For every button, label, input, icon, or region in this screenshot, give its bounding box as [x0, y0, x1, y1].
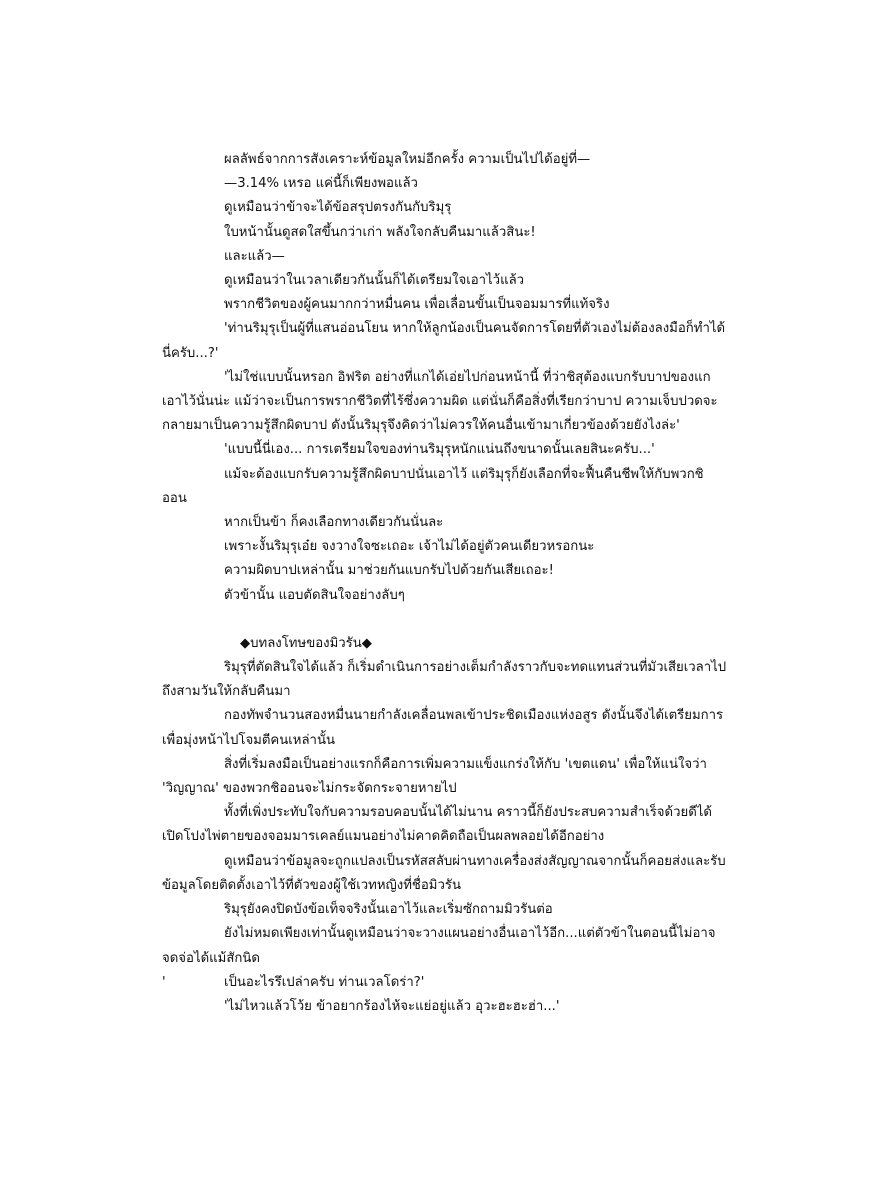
body-text — [162, 148, 728, 1019]
paragraph: เพราะงั้นริมุรุเอ๋ย จงวางใจซะเถอะ เจ้าไม่ได้อยู่ตัวคนเดียวหรอกนะ — [224, 539, 595, 555]
paragraph: กองทัพจำนวนสองหมื่นนายกำลังเคลื่อนพลเข้าประชิดเมืองแห่งอสูร ดังนั้นจึงได้เตรียมการเพื่อมุ่งหน้าไปโจมตีคนเหล่านั้น — [162, 708, 724, 748]
paragraph: แม้จะต้องแบกรับความรู้สึกผิดบาปนั่นเอาไว้ แต่ริมุรุก็ยังเลือกที่จะฟื้นคืนชีพให้กับพวกชิออน — [162, 466, 704, 506]
paragraph: 'แบบนี้นี่เอง... การเตรียมใจของท่านริมุรุหนักแน่นถึงขนาดนั้นเลยสินะครับ...' — [224, 442, 655, 458]
paragraph: ดูเหมือนว่าข้าจะได้ข้อสรุปตรงกันกับริมุรุ — [224, 200, 452, 216]
paragraph: ผลลัพธ์จากการสังเคราะห์ข้อมูลใหม่อีกครั้ง ความเป็นไปได้อยู่ที่— — [224, 152, 591, 167]
section-gap — [162, 608, 728, 632]
paragraph: ยังไม่หมดเพียงเท่านั้นดูเหมือนว่าจะวางแผนอย่างอื่นเอาไว้อีก...แต่ตัวข้าในตอนนี้ไม่อาจจดจ่อได้แม้สักนิด — [162, 926, 716, 966]
paragraph: ดูเหมือนว่าข้อมูลจะถูกแปลงเป็นรหัสสลับผ่านทางเครื่องส่งสัญญาณจากนั้นก็คอยส่งและรับข้อมูลโดยติดตั้งเอาไว้ที่ตัวของผู้ใช้เวทหญิงที่ชื่อมิวรัน — [162, 853, 726, 893]
paragraph: ดูเหมือนว่าในเวลาเดียวกันนั้นก็ได้เตรียมใจเอาไว้แล้ว — [224, 273, 525, 289]
paragraph: ใบหน้านั้นดูสดใสขึ้นกว่าเก่า พลังใจกลับคืนมาแล้วสินะ! — [224, 224, 536, 240]
paragraph: หากเป็นข้า ก็คงเลือกทางเดียวกันนั่นละ — [224, 515, 444, 531]
paragraph: —3.14% เหรอ แค่นี้ก็เพียงพอแล้ว — [224, 176, 418, 192]
paragraph-text: เป็นอะไรรึเปล่าครับ ท่านเวลโดร่า?' — [224, 974, 425, 990]
paragraph: ริมุรุที่ตัดสินใจได้แล้ว ก็เริ่มดำเนินการอย่างเต็มกำลังราวกับจะทดแทนส่วนที่มัวเสียเวลาไปถึงสามวันให้กลับคืนมา — [162, 660, 727, 700]
paragraph: ความผิดบาปเหล่านั้น มาช่วยกันแบกรับไปด้วยกันเสียเถอะ! — [224, 563, 554, 579]
paragraph — [162, 971, 728, 995]
paragraph: ริมุรุยังคงปิดบังข้อเท็จจริงนั้นเอาไว้และเริ่มซักถามมิวรันต่อ — [224, 902, 553, 918]
paragraph: พรากชีวิตของผู้คนมากกว่าหมื่นคน เพื่อเลื่อนขั้นเป็นจอมมารที่แท้จริง — [224, 297, 610, 313]
paragraph: 'ไม่ใช่แบบนั้นหรอก อิฟริต อย่างที่แกได้เอ่ยไปก่อนหน้านี้ ที่ว่าชิสุต้องแบกรับบาปของแกเอาไว้นั่นน่ะ แม้ว่าจะเป็นการพรากชีวิตที่ไร้ซึ่งความผิด แต่นั่นก็คือสิ่งที่เรียกว่าบาป ความเจ็บปวดจะกลายมาเป็นความรู้สึกผิดบาป ดังนั้นริมุรุจึงคิดว่าไม่ควรให้คนอื่นเข้ามาเกี่ยวข้องด้วยยังไงล่ะ' — [162, 369, 718, 434]
paragraph: ทั้งที่เพิ่งประทับใจกับความรอบคอบนั้นได้ไม่นาน คราวนี้ก็ยังประสบความสำเร็จด้วยดีได้เปิดโปงไพ่ตายของจอมมารเคลย์แมนอย่างไม่คาดคิดถือเป็นผลพลอยได้อีกอย่าง — [162, 805, 712, 845]
paragraph: สิ่งที่เริ่มลงมือเป็นอย่างแรกก็คือการเพิ่มความแข็งแกร่งให้กับ 'เขตแดน' เพื่อให้แน่ใจว่า 'วิญญาณ' ของพวกชิออนจะไม่กระจัดกระจายหายไป — [162, 756, 707, 797]
section-heading: ◆บทลงโทษของมิวรัน◆ — [240, 635, 372, 651]
paragraph: 'ท่านริมุรุเป็นผู้ที่แสนอ่อนโยน หากให้ลูกน้องเป็นคนจัดการโดยที่ตัวเองไม่ต้องลงมือก็ทำได้นี่ครับ...?' — [162, 321, 726, 361]
paragraph: ตัวข้านั้น แอบตัดสินใจอย่างลับๆ — [224, 587, 405, 603]
paragraph: และแล้ว— — [224, 248, 285, 264]
paragraph: 'ไม่ไหวแล้วโว้ย ข้าอยากร้องไห้จะแย่อยู่แล้ว อุวะฮะฮะฮ่า...' — [224, 998, 560, 1014]
stray-quote-mark: ' — [162, 974, 166, 990]
